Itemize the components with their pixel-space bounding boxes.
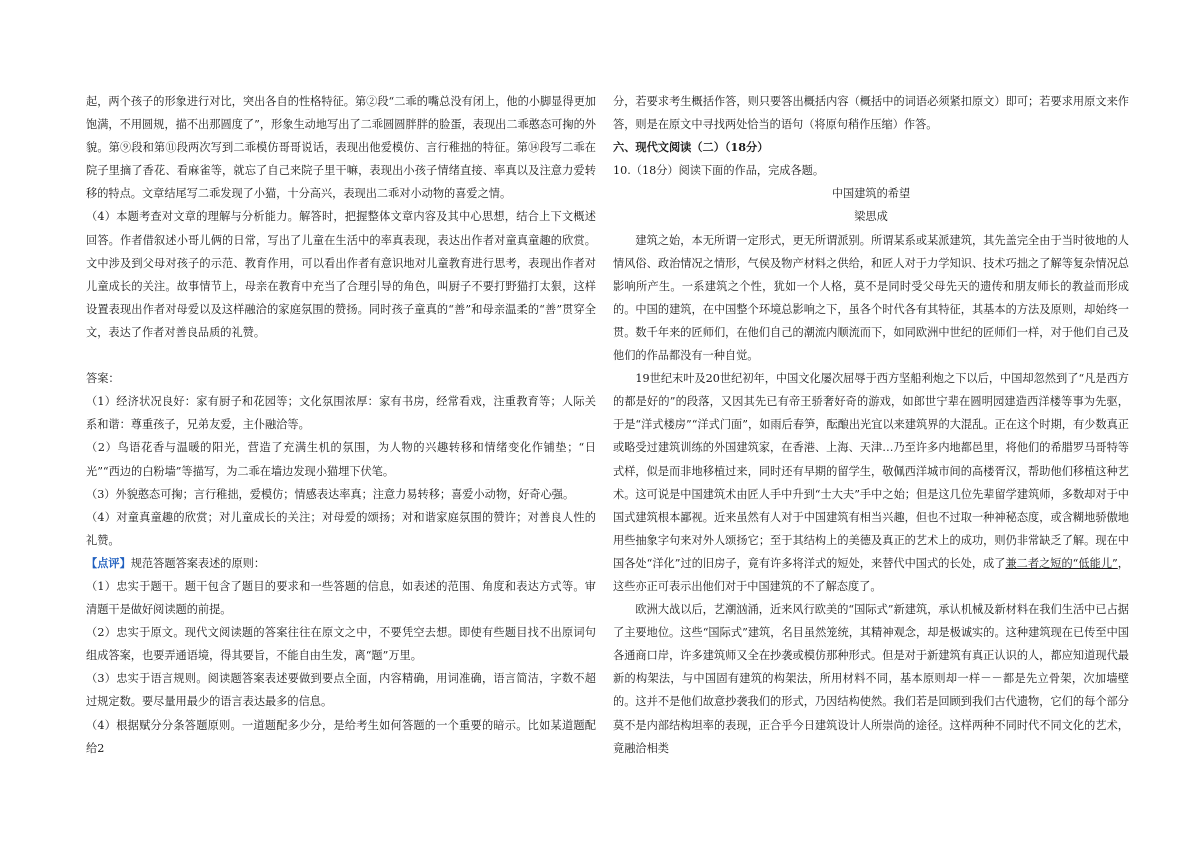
right-column [613,90,1129,760]
paragraph-2-ending: ，这些亦正可表示出他们对于中国建筑的不了解态度了。 [613,556,1129,593]
article-author: 梁思成 [854,210,888,224]
article-paragraph-1: 建筑之始，本无所谓一定形式，更无所谓派别。所谓某系或某派建筑，其先盖完全由于当时彼地的人情风俗、政治情况之情形，气侯及物产材料之供给，和匠人对于力学知识、技术巧拙之了解等复杂情况总影响所产生。一系建筑之个性，犹如一个人格，莫不是同时受父母先天的遗传和朋友师长的教益而形成的。中国的建筑，在中国整个环境总影响之下，虽各个时代各有其特征，其基本的方法及原则，却始终一贯。数千年来的匠师们，在他们自己的潮流内顺流而下，如同欧洲中世纪的匠师们一样，对于他们自己及他们的作品都没有一种自觉。 [613,233,1129,363]
paragraph-2-text: 19世纪末叶及20世纪初年，中国文化屡次屈辱于西方坚船利炮之下以后，中国却忽然到了“凡是西方的都是好的”的段落，又因其先已有帝王骄奢好奇的游戏，如郎世宁辈在圆明园建造西洋楼等事为先驱，于是“洋式楼房”“洋式门面”，如雨后春笋，酝酿出光宜以来建筑界的大混乱。正在这个时期，有少数真正或略受过建筑训练的外国建筑家，在香港、上海、天津…乃至许多内地都邑里，将他们的希腊罗马哥特等式样，似是而非地移植过来，同时还有早期的留学生，敬佩西洋城市间的高楼胥汉，帮助他们移植这种艺术。这可说是中国建筑术由匠人手中升到“士大夫”手中之始；但是这几位先辈留学建筑师，多数却对于中国式建筑根本鄙视。近来虽然有人对于中国建筑有相当兴趣，但也不过取一种神秘态度，或含糊地骄傲地用些抽象字句来对外人颂扬它；至于其结构上的美德及真正的艺术上的成功，则仍非常缺乏了解。现在中国各处“洋化”过的旧房子，竟有许多将洋式的短处，来替代中国式的长处，成了 [613,372,1129,570]
answer-item: （3）外貌憨态可掬；言行稚拙，爱模仿；情感表达率真；注意力易转移；喜爱小动物，好奇心强。 [86,487,575,501]
principle-item: （1）忠实于题干。题干包含了题目的要求和一些答题的信息，如表述的范围、角度和表达方式等。审清题干是做好阅读题的前提。 [86,579,596,617]
answer-item: （4）对童真童趣的欣赏；对儿童成长的关注；对母爱的颂扬；对和谐家庭氛围的赞许；对善良人性的礼赞。 [86,510,596,547]
analysis-question-4: （4）本题考查对文章的理解与分析能力。解答时，把握整体文章内容及其中心思想，结合上下文概述回答。作者借叙述小哥儿俩的日常，写出了儿童在生活中的率真表现，表达出作者对童真童趣的欣赏。文中涉及到父母对孩子的示范、教育作用，可以看出作者有意识地对儿童教育进行思考，表现出作者对儿童成长的关注。故事情节上，母亲在教育中充当了合理引导的角色，叫厨子不要打野猫打太狠，这样设置表现出作者对母爱以及这样融洽的家庭氛围的赞扬。同时孩子童真的“善”和母亲温柔的“善”贯穿全文，表达了作者对善良品质的礼赞。 [86,210,596,339]
left-column [86,90,596,760]
answer-item: （1）经济状况良好：家有厨子和花园等；文化氛围浓厚：家有书房，经常看戏，注重教育等；人际关系和谐：尊重孩子，兄弟友爱，主仆融洽等。 [86,395,596,432]
principle-item: （4）根据赋分分条答题原则。一道题配多少分，是给考生如何答题的一个重要的暗示。比如某道题配给2 [86,718,596,755]
principle-item: （2）忠实于原文。现代文阅读题的答案往往在原文之中，不要凭空去想。即使有些题目找不出原词句组成答案，也要弄通语境，得其要旨，不能自由生发，离“题”万里。 [86,626,596,663]
answer-item: （2）鸟语花香与温暖的阳光，营造了充满生机的氛围，为人物的兴趣转移和情绪变化作铺垫；“日光”“西边的白粉墙”等描写，为二乖在墙边发现小猫埋下伏笔。 [86,441,596,478]
comment-line [86,552,596,575]
spacer [86,344,596,367]
answer-heading: 答案： [86,372,120,386]
principle-continuation: 分，若要求考生概括作答，则只要答出概括内容（概括中的词语必须紧扣原文）即可；若要求用原文来作答，则是在原文中寻找两处恰当的语句（将原句稍作压缩）作答。 [613,95,1129,132]
question-prompt: 10.（18分）阅读下面的作品，完成各题。 [613,164,825,178]
section-title: 六、现代文阅读（二）（18分） [613,140,769,155]
comment-intro: 规范答题答案表述的原则： [130,556,266,570]
comment-label: 【点评】 [86,555,131,570]
article-paragraph-3: 欧洲大战以后，艺潮汹涌，近来风行欧美的“国际式”新建筑，承认机械及新材料在我们生活中已占据了主要地位。这些“国际式”建筑，名目虽然笼统，其精神观念，却是极诚实的。这种建筑现在已传至中国各通商口岸，许多建筑师又全在抄袭或模仿那种形式。但是对于新建筑有真正认识的人，都应知道现代最新的构架法，与中国固有建筑的构架法，所用材料不同，基本原则却一样－－都是先立骨架，次加墙壁的。这并不是他们故意抄袭我们的形式，乃因结构使然。我们若是回顾到我们古代遗物，它们的每个部分莫不是内部结构坦率的表现，正合乎今日建筑设计人所崇尚的途径。这样两种不同时代不同文化的艺术，竟融洽相类 [613,603,1129,755]
article-paragraph-2 [613,367,1129,598]
principle-item: （3）忠实于语言规则。阅读题答案表述要做到要点全面，内容精确，用词准确，语言简洁，字数不超过规定数。要尽量用最少的语言表达最多的信息。 [86,672,596,709]
analysis-continuation: 起，两个孩子的形象进行对比，突出各自的性格特征。第②段“二乖的嘴总没有闭上，他的小脚显得更加饱满，不用圆规，描不出那圆度了”，形象生动地写出了二乖圆圆胖胖的脸蛋，表现出二乖憨态可掬的外貌。第⑨段和第⑪段两次写到二乖模仿哥哥说话，表现出他爱模仿、言行稚拙的特征。第⑭段写二乖在院子里摘了香花、看麻雀等，就忘了自己来院子里干嘛，表现出小孩子情绪直接、率真以及注意力爱转移的特点。文章结尾写二乖发现了小猫，十分高兴，表现出二乖对小动物的喜爱之情。 [86,95,596,201]
article-title: 中国建筑的希望 [831,187,911,201]
underlined-phrase: 兼二者之短的“低能儿” [1005,556,1118,570]
